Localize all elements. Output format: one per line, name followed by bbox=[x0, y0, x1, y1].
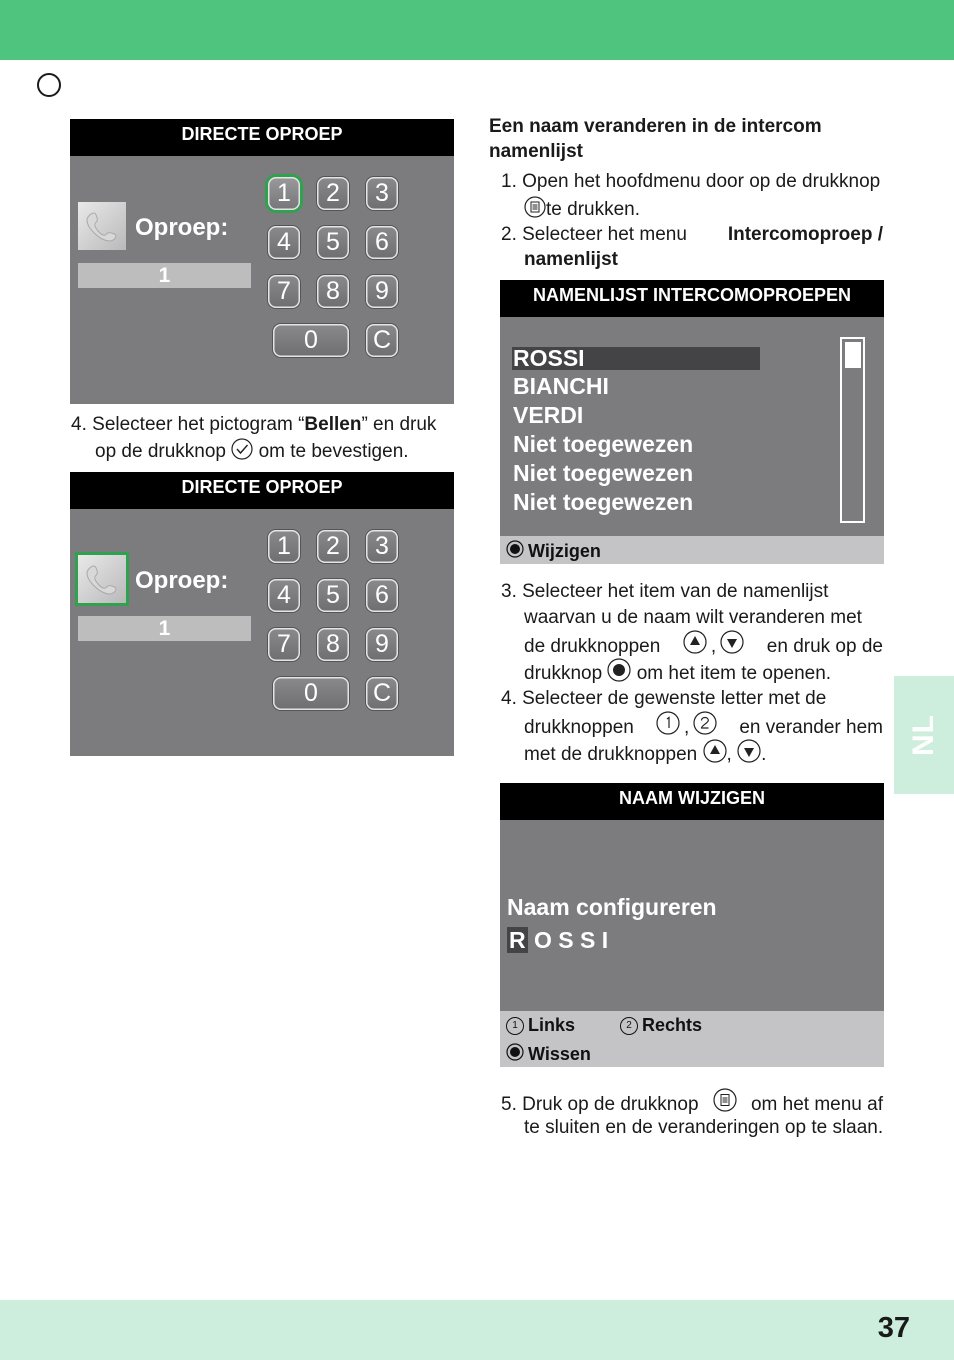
step-text: om het menu af bbox=[750, 1093, 883, 1115]
footer-wissen bbox=[506, 1043, 591, 1066]
button-1-icon: 1 bbox=[506, 1017, 524, 1035]
list-item[interactable]: ROSSI bbox=[513, 345, 585, 371]
status-bar bbox=[500, 1011, 884, 1067]
page-number: 37 bbox=[877, 1312, 910, 1344]
step-bold-text: namenlijst bbox=[524, 249, 618, 270]
footer-wijzigen bbox=[506, 540, 601, 563]
screen-naam-wijzigen bbox=[500, 783, 884, 1067]
footer-links bbox=[506, 1015, 575, 1036]
scrollbar-thumb[interactable] bbox=[845, 342, 861, 368]
list-item[interactable]: Niet toegewezen bbox=[513, 431, 694, 457]
step-number: 4. bbox=[71, 414, 87, 435]
step-4-right-line3: met de drukknoppen , . bbox=[524, 739, 884, 771]
section-heading bbox=[489, 114, 889, 164]
step-text: en verander hem bbox=[739, 716, 883, 738]
step-text: te drukken. bbox=[546, 199, 640, 220]
footer-label: Rechts bbox=[642, 1015, 703, 1035]
key-3[interactable]: 3 bbox=[366, 530, 398, 563]
screen-title: DIRECTE OPROEP bbox=[70, 119, 454, 156]
list-item[interactable]: Niet toegewezen bbox=[513, 489, 694, 515]
heading-line: namenlijst bbox=[489, 141, 583, 162]
naam-configureren-label: Naam configureren bbox=[507, 894, 717, 920]
check-button-icon bbox=[231, 438, 253, 468]
step-text: de drukknoppen bbox=[524, 635, 661, 657]
key-2[interactable]: 2 bbox=[317, 177, 349, 210]
step-text: om te bevestigen. bbox=[258, 441, 409, 462]
list-item[interactable]: BIANCHI bbox=[513, 373, 609, 399]
up-button-icon bbox=[703, 739, 727, 771]
step-text: ” en druk bbox=[361, 414, 437, 435]
step-bold-text: Bellen bbox=[304, 414, 362, 435]
key-7[interactable]: 7 bbox=[268, 628, 300, 661]
key-4[interactable]: 4 bbox=[268, 579, 300, 612]
language-tab bbox=[894, 676, 954, 794]
oproep-label: Oproep: bbox=[135, 214, 229, 241]
step-text: waarvan u de naam wilt veranderen met bbox=[524, 607, 862, 628]
number-field[interactable]: 1 bbox=[78, 263, 251, 288]
key-0[interactable]: 0 bbox=[273, 324, 349, 357]
footer-label: Wissen bbox=[528, 1044, 591, 1064]
key-5[interactable]: 5 bbox=[317, 579, 349, 612]
step-1-line1 bbox=[501, 168, 885, 195]
step-text: met de drukknoppen bbox=[524, 744, 698, 765]
step-4-left-line2 bbox=[95, 438, 453, 468]
step-text: drukknoppen bbox=[524, 716, 634, 738]
ok-button-icon bbox=[506, 540, 524, 563]
number-field[interactable]: 1 bbox=[78, 616, 251, 641]
screen-directe-oproep-2 bbox=[70, 472, 454, 756]
key-8[interactable]: 8 bbox=[317, 628, 349, 661]
key-9[interactable]: 9 bbox=[366, 628, 398, 661]
name-cursor-letter[interactable]: R bbox=[509, 927, 526, 953]
key-7[interactable]: 7 bbox=[268, 275, 300, 308]
ok-button-icon bbox=[506, 1043, 524, 1066]
list-item[interactable]: VERDI bbox=[513, 402, 584, 428]
step-text: 2. Selecteer het menu bbox=[501, 224, 687, 245]
step-text: 1. Open het hoofdmenu door op de drukknop bbox=[501, 171, 881, 192]
step-text: 5. Druk op de drukknop bbox=[501, 1093, 699, 1115]
step-text: en druk op de bbox=[766, 635, 883, 657]
down-button-icon bbox=[737, 739, 761, 771]
footer-label: Links bbox=[528, 1015, 576, 1035]
step-text: te sluiten en de veranderingen op te slaan. bbox=[524, 1117, 884, 1138]
scrollbar[interactable] bbox=[840, 337, 865, 523]
step-bold-text: Intercomoproep / bbox=[727, 224, 883, 245]
name-entry[interactable] bbox=[507, 927, 608, 954]
step-text: 3. Selecteer het item van de namenlijst bbox=[501, 581, 829, 602]
step-4-right-line2: drukknoppen , en verander hem bbox=[524, 711, 883, 743]
list-item[interactable]: Niet toegewezen bbox=[513, 460, 694, 486]
bottom-color-band bbox=[0, 1300, 954, 1360]
screen-title: NAAM WIJZIGEN bbox=[500, 783, 884, 820]
registration-circle-icon bbox=[37, 73, 61, 97]
key-1[interactable]: 1 bbox=[268, 530, 300, 563]
key-1[interactable]: 1 bbox=[268, 177, 300, 210]
screen-title: NAMENLIJST INTERCOMOPROEPEN bbox=[500, 280, 884, 317]
key-3[interactable]: 3 bbox=[366, 177, 398, 210]
key-c[interactable]: C bbox=[366, 324, 398, 357]
button-2-icon: 2 bbox=[620, 1017, 638, 1035]
key-4[interactable]: 4 bbox=[268, 226, 300, 259]
key-6[interactable]: 6 bbox=[366, 226, 398, 259]
step-4-left-line1 bbox=[71, 411, 453, 438]
key-5[interactable]: 5 bbox=[317, 226, 349, 259]
language-tab-label: NL bbox=[907, 714, 940, 756]
step-2-line2 bbox=[524, 246, 884, 273]
key-9[interactable]: 9 bbox=[366, 275, 398, 308]
key-0[interactable]: 0 bbox=[273, 677, 349, 710]
screen-title: DIRECTE OPROEP bbox=[70, 472, 454, 509]
name-rest-letters: O S S I bbox=[534, 927, 609, 953]
screen-namenlijst bbox=[500, 280, 884, 564]
key-c[interactable]: C bbox=[366, 677, 398, 710]
step-4-right-line1 bbox=[501, 685, 883, 712]
heading-line: Een naam veranderen in de intercom bbox=[489, 116, 822, 137]
step-text: om het item te openen. bbox=[636, 663, 832, 684]
step-text: op de drukknop bbox=[95, 441, 226, 462]
key-2[interactable]: 2 bbox=[317, 530, 349, 563]
step-3-line1 bbox=[501, 578, 883, 605]
oproep-label: Oproep: bbox=[135, 567, 229, 594]
top-color-band bbox=[0, 0, 954, 60]
key-8[interactable]: 8 bbox=[317, 275, 349, 308]
footer-label: Wijzigen bbox=[528, 541, 601, 561]
step-text: Selecteer het pictogram “ bbox=[92, 414, 305, 435]
phone-icon[interactable] bbox=[78, 202, 126, 250]
step-text: 4. Selecteer de gewenste letter met de bbox=[501, 688, 827, 709]
step-3-line2 bbox=[524, 604, 883, 631]
status-bar bbox=[500, 536, 884, 564]
step-3-line3: de drukknoppen , en druk op de bbox=[524, 630, 883, 662]
footer-rechts bbox=[620, 1015, 702, 1036]
phone-icon[interactable] bbox=[78, 555, 126, 603]
step-5-line2 bbox=[524, 1114, 884, 1141]
key-6[interactable]: 6 bbox=[366, 579, 398, 612]
step-text: drukknop bbox=[524, 663, 603, 684]
step-2-line1 bbox=[501, 221, 883, 248]
screen-directe-oproep-1 bbox=[70, 119, 454, 404]
